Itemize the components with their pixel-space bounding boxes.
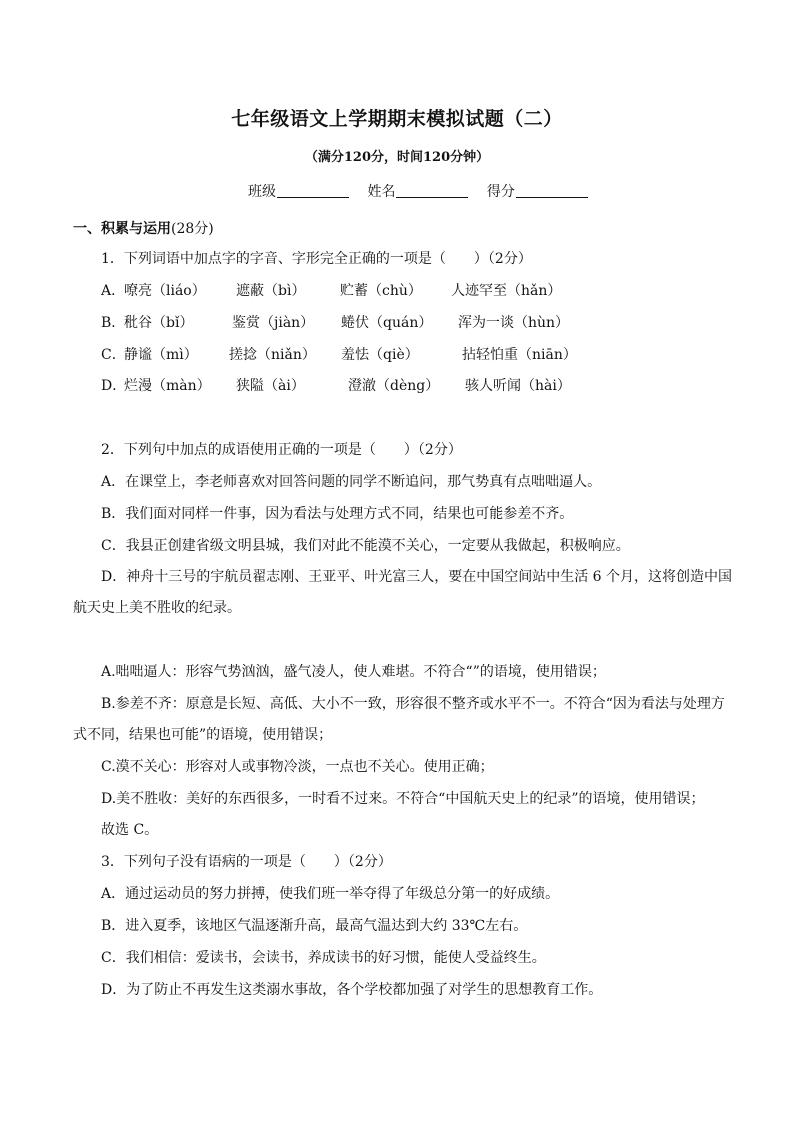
q1-option-d-item: 烂漫（màn）	[124, 378, 211, 394]
q2-option-c: C．我县正创建省级文明县城，我们对此不能漠不关心，一定要从我做起，积极响应。	[101, 538, 630, 554]
q2-analysis-d: D.美不胜收：美好的东西很多，一时看不过来。不符合“中国航天史上的纪录”的语境，使用错误；	[101, 791, 705, 807]
name-label: 姓名	[367, 184, 396, 200]
q1-option-a-item: 人迹罕至（hǎn）	[451, 283, 562, 299]
exam-subtitle: （满分120分，时间120分钟）	[304, 150, 490, 165]
q2-option-d-continued: 航天史上美不胜收的纪录。	[73, 600, 241, 616]
class-blank	[277, 183, 349, 198]
section-heading	[73, 218, 214, 238]
q1-option-b-item: 蜷伏（quán）	[341, 315, 433, 331]
q2-option-a: A．在课堂上，李老师喜欢对回答问题的同学不断追问，那气势真有点咄咄逼人。	[101, 474, 602, 490]
q1-option-a-item: 嘹亮（liáo）	[124, 283, 206, 299]
q3-option-d: D．为了防止不再发生这类溺水事故，各个学校都加强了对学生的思想教育工作。	[101, 982, 603, 998]
q3-option-a: A．通过运动员的努力拼搏，使我们班一举夺得了年级总分第一的好成绩。	[101, 886, 560, 902]
q2-analysis-b-continued: 式不同，结果也可能”的语境，使用错误；	[73, 727, 333, 743]
q1-option-c-item: 搓捻（niǎn）	[229, 347, 316, 363]
q1-option-d-item: 狭隘（ài）	[236, 378, 305, 394]
score-field	[487, 181, 588, 201]
q1-option-b-item: 鉴赏（jiàn）	[232, 315, 315, 331]
score-label: 得分	[486, 184, 515, 200]
q1-option-c-item: 羞怯（qiè）	[341, 347, 419, 363]
q1-option-d-letter: D．	[101, 378, 127, 394]
student-info-fields	[248, 181, 602, 201]
q1-option-a-letter: A．	[101, 283, 126, 299]
q1-option-c-item: 静谧（mì）	[124, 347, 198, 363]
q1-option-b-item: 浑为一谈（hùn）	[458, 315, 570, 331]
section-title: 一、积累与运用	[73, 221, 171, 237]
q1-option-d-item: 骇人听闻（hài）	[465, 378, 571, 394]
q2-answer-choice: 故选 C。	[101, 822, 159, 838]
name-blank	[396, 183, 468, 198]
q2-option-d: D．神舟十三号的宇航员翟志刚、王亚平、叶光富三人，要在中国空间站中生活 6 个月，这将创造中国	[101, 569, 733, 585]
q1-option-c-item: 拈轻怕重（niān）	[462, 347, 577, 363]
q1-option-d-item: 澄澈（dèng）	[348, 378, 440, 394]
question-3-stem: 3．下列句子没有语病的一项是（ ）（2分）	[101, 854, 392, 870]
q3-option-b: B．进入夏季，该地区气温逐渐升高，最高气温达到大约 33℃左右。	[101, 918, 528, 934]
class-label: 班级	[248, 184, 276, 200]
q1-option-c-letter: C．	[101, 347, 126, 363]
class-field	[248, 181, 349, 201]
q2-analysis-c: C.漠不关心：形容对人或事物冷淡，一点也不关心。使用正确；	[101, 759, 494, 775]
score-blank	[516, 183, 588, 198]
page-title: 七年级语文上学期期末模拟试题（二）	[231, 108, 563, 130]
q2-analysis-b: B.参差不齐：原意是长短、高低、大小不一致，形容很不整齐或水平不一。不符合“因为看法与处理方	[101, 696, 725, 712]
q1-option-a-item: 遮蔽（bì）	[236, 283, 306, 299]
question-1-stem: 1．下列词语中加点字的字音、字形完全正确的一项是（ ）（2分）	[101, 251, 532, 267]
name-field	[367, 181, 468, 201]
q1-option-b-item: 秕谷（bǐ）	[124, 315, 194, 331]
q2-analysis-a: A.咄咄逼人：形容气势汹汹，盛气凌人，使人难堪。不符合“”的语境，使用错误；	[101, 664, 606, 680]
q1-option-b-letter: B．	[101, 315, 126, 331]
q3-option-c: C．我们相信：爱读书，会读书，养成读书的好习惯，能使人受益终生。	[101, 950, 546, 966]
q1-option-a-item: 贮蓄（chù）	[340, 283, 422, 299]
q2-option-b: B．我们面对同样一件事，因为看法与处理方式不同，结果也可能参差不齐。	[101, 506, 574, 522]
section-points: (28分)	[171, 221, 214, 237]
question-2-stem: 2．下列句中加点的成语使用正确的一项是（ ）（2分）	[101, 442, 462, 458]
